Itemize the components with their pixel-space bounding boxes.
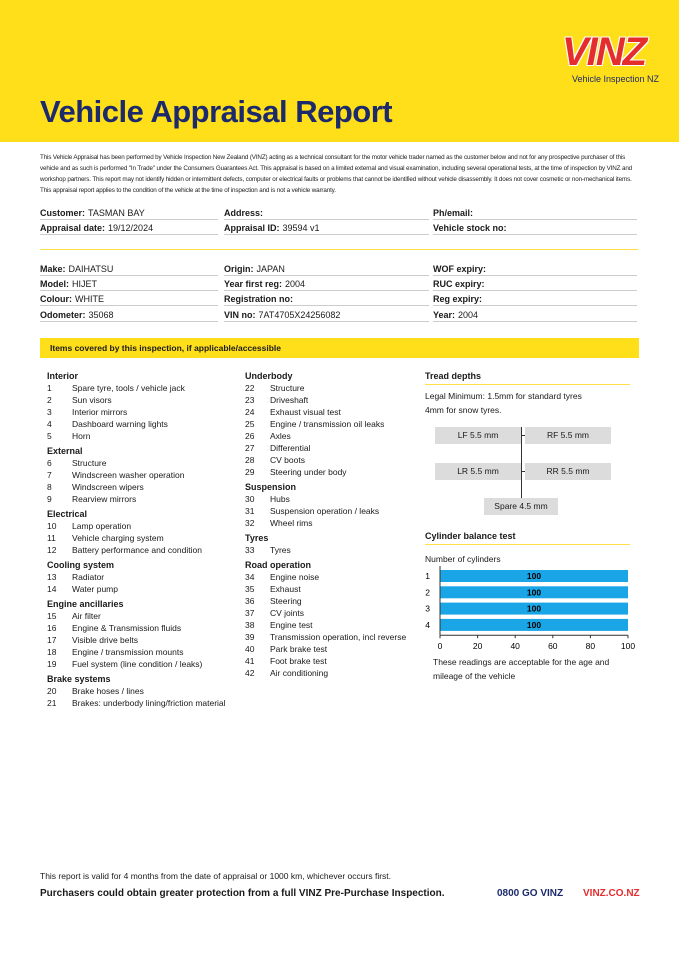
inspection-item bbox=[245, 583, 415, 595]
origin-field: Origin: JAPAN bbox=[224, 263, 429, 276]
cylinder-value-label: 100 bbox=[526, 587, 542, 598]
inspection-item bbox=[245, 442, 415, 454]
cylinder-balance-chart bbox=[420, 566, 640, 656]
item-label: Structure bbox=[72, 458, 107, 468]
item-number: 29 bbox=[245, 467, 255, 477]
item-label: Steering bbox=[270, 596, 302, 606]
inspection-item bbox=[47, 469, 232, 481]
item-number: 23 bbox=[245, 395, 255, 405]
category-heading: Tyres bbox=[245, 533, 269, 543]
item-number: 25 bbox=[245, 419, 255, 429]
category-heading: Cooling system bbox=[47, 560, 115, 570]
category-heading: Road operation bbox=[245, 560, 312, 570]
inspection-item bbox=[47, 634, 232, 646]
item-label: Windscreen wipers bbox=[72, 482, 144, 492]
inspection-item bbox=[47, 481, 232, 493]
item-number: 27 bbox=[245, 443, 255, 453]
chart-tick-label: 0 bbox=[437, 641, 443, 652]
category-heading: Suspension bbox=[245, 482, 297, 492]
item-number: 1 bbox=[47, 383, 52, 393]
year-first-reg-field: Year first reg: 2004 bbox=[224, 278, 429, 291]
item-label: Hubs bbox=[270, 494, 290, 504]
category-heading: Engine ancillaries bbox=[47, 599, 124, 609]
inspection-item bbox=[245, 571, 415, 583]
item-label: Driveshaft bbox=[270, 395, 309, 405]
item-number: 24 bbox=[245, 407, 255, 417]
item-label: Fuel system (line condition / leaks) bbox=[72, 659, 203, 669]
inspection-item bbox=[47, 418, 232, 430]
inspection-item bbox=[47, 520, 232, 532]
item-label: Lamp operation bbox=[72, 521, 132, 531]
item-label: Vehicle charging system bbox=[72, 533, 164, 543]
category-heading: Underbody bbox=[245, 371, 293, 381]
registration-field: Registration no: bbox=[224, 293, 429, 306]
item-number: 9 bbox=[47, 494, 52, 504]
stock-number-field: Vehicle stock no: bbox=[433, 222, 637, 235]
model-field: Model: HIJET bbox=[40, 278, 218, 291]
inspection-item bbox=[47, 622, 232, 634]
inspection-item bbox=[245, 643, 415, 655]
tread-legal-minimum: Legal Minimum: 1.5mm for standard tyres bbox=[425, 391, 582, 401]
item-label: Radiator bbox=[72, 572, 105, 582]
item-number: 34 bbox=[245, 572, 255, 582]
vin-field: VIN no: 7AT4705X24256082 bbox=[224, 309, 429, 322]
tyre-rf: RF 5.5 mm bbox=[525, 427, 611, 444]
inspection-item bbox=[245, 505, 415, 517]
customer-field: Customer: TASMAN BAY bbox=[40, 207, 218, 220]
cylinder-balance-title: Cylinder balance test bbox=[425, 531, 516, 541]
contact-phone[interactable]: 0800 GO VINZ bbox=[497, 888, 564, 899]
item-number: 21 bbox=[47, 698, 57, 708]
chart-tick-label: 40 bbox=[510, 641, 520, 652]
inspection-item bbox=[47, 493, 232, 505]
item-number: 31 bbox=[245, 506, 255, 516]
item-label: Exhaust bbox=[270, 584, 301, 594]
item-number: 16 bbox=[47, 623, 57, 633]
item-number: 8 bbox=[47, 482, 52, 492]
inspection-item bbox=[245, 631, 415, 643]
inspection-item bbox=[47, 394, 232, 406]
inspection-item bbox=[245, 406, 415, 418]
cylinder-value-label: 100 bbox=[526, 571, 542, 581]
item-number: 35 bbox=[245, 584, 255, 594]
item-number: 3 bbox=[47, 407, 52, 417]
item-label: Rearview mirrors bbox=[72, 494, 137, 504]
item-label: Transmission operation, incl reverse bbox=[270, 632, 407, 642]
item-number: 14 bbox=[47, 584, 57, 594]
tread-title-underline bbox=[425, 384, 630, 385]
inspection-item bbox=[47, 697, 232, 709]
validity-note: This report is valid for 4 months from the date of appraisal or 1000 km, whichever occurs first. bbox=[40, 871, 392, 881]
page-title: Vehicle Appraisal Report bbox=[40, 94, 393, 129]
item-label: Engine & Transmission fluids bbox=[72, 623, 182, 633]
appraisal-date-field: Appraisal date: 19/12/2024 bbox=[40, 222, 218, 235]
category-heading: Brake systems bbox=[47, 674, 111, 684]
inspection-item bbox=[47, 646, 232, 658]
item-label: Differential bbox=[270, 443, 311, 453]
inspection-item bbox=[245, 544, 415, 556]
item-label: Windscreen washer operation bbox=[72, 470, 185, 480]
make-field: Make: DAIHATSU bbox=[40, 263, 218, 276]
item-label: Steering under body bbox=[270, 467, 347, 477]
inspection-item bbox=[245, 454, 415, 466]
item-label: Dashboard warning lights bbox=[72, 419, 168, 429]
inspection-item bbox=[245, 430, 415, 442]
item-label: Visible drive belts bbox=[72, 635, 138, 645]
inspection-item bbox=[245, 619, 415, 631]
item-label: Exhaust visual test bbox=[270, 407, 341, 417]
item-number: 32 bbox=[245, 518, 255, 528]
item-number: 12 bbox=[47, 545, 57, 555]
inspection-item bbox=[245, 493, 415, 505]
item-number: 20 bbox=[47, 686, 57, 696]
tyre-diagram-axle-vertical bbox=[521, 427, 522, 498]
logo-text: VINZ bbox=[562, 30, 646, 74]
odometer-field: Odometer: 35068 bbox=[40, 309, 218, 322]
item-number: 15 bbox=[47, 611, 57, 621]
tyre-rr: RR 5.5 mm bbox=[525, 463, 611, 480]
item-label: CV joints bbox=[270, 608, 305, 618]
item-number: 40 bbox=[245, 644, 255, 654]
wof-expiry-field: WOF expiry: bbox=[433, 263, 637, 276]
inspection-item bbox=[245, 595, 415, 607]
item-number: 10 bbox=[47, 521, 57, 531]
item-number: 11 bbox=[47, 533, 56, 543]
tyre-spare: Spare 4.5 mm bbox=[484, 498, 558, 515]
tyre-lr: LR 5.5 mm bbox=[435, 463, 521, 480]
item-label: Brake hoses / lines bbox=[72, 686, 144, 696]
ruc-expiry-field: RUC expiry: bbox=[433, 278, 637, 291]
chart-tick-label: 60 bbox=[548, 641, 558, 652]
item-number: 37 bbox=[245, 608, 255, 618]
tread-snow-minimum: 4mm for snow tyres. bbox=[425, 405, 502, 415]
item-number: 39 bbox=[245, 632, 255, 642]
vinz-logo bbox=[562, 30, 658, 90]
chart-tick-label: 80 bbox=[585, 641, 596, 652]
item-label: Axles bbox=[270, 431, 291, 441]
chart-tick-label: 100 bbox=[620, 641, 636, 652]
cylinder-value-label: 100 bbox=[526, 603, 542, 614]
inspection-item bbox=[245, 667, 415, 679]
inspection-item bbox=[47, 544, 232, 556]
reg-expiry-field: Reg expiry: bbox=[433, 293, 637, 306]
item-label: Horn bbox=[72, 431, 91, 441]
protection-note: Purchasers could obtain greater protection from a full VINZ Pre-Purchase Inspection. bbox=[40, 888, 445, 899]
cylinder-note: These readings are acceptable for the age and mileage of the vehicle bbox=[433, 657, 610, 681]
item-label: Battery performance and condition bbox=[72, 545, 202, 555]
item-number: 38 bbox=[245, 620, 255, 630]
items-heading-bar: Items covered by this inspection, if applicable/accessible bbox=[40, 338, 639, 358]
item-number: 36 bbox=[245, 596, 255, 606]
item-label: Park brake test bbox=[270, 644, 328, 654]
item-number: 6 bbox=[47, 458, 52, 468]
item-number: 5 bbox=[47, 431, 52, 441]
item-label: Interior mirrors bbox=[72, 407, 128, 417]
item-label: Suspension operation / leaks bbox=[270, 506, 380, 516]
inspection-item bbox=[47, 571, 232, 583]
cylinder-label: 2 bbox=[425, 587, 430, 598]
cylinder-title-underline bbox=[425, 544, 630, 545]
item-label: Tyres bbox=[270, 545, 291, 555]
item-number: 17 bbox=[47, 635, 57, 645]
inspection-item bbox=[47, 430, 232, 442]
tyre-lf: LF 5.5 mm bbox=[435, 427, 521, 444]
tread-depths-title: Tread depths bbox=[425, 371, 482, 381]
disclaimer-text: This Vehicle Appraisal has been performed by Vehicle Inspection New Zealand (VINZ) acting as a technical consultant for the motor vehicle trader named as the customer below and not for any prospective purchaser of this vehicle and as such is performed "In Trade" under the Consumers Guarantees Act. This appraisal is based on a limited external and visual examination, including several operational tests, at the time of inspection by VINZ and workshop partners. This report may not identify hidden or intermittent defects, computer or electrical faults or problems that cannot be identified without vehicle disassembly. It does not cover cosmetic or non-mechanical items. This appraisal report applies to the condition of the vehicle at the time of inspection and is not a vehicle warranty. bbox=[40, 154, 633, 194]
item-label: CV boots bbox=[270, 455, 305, 465]
item-label: Engine / transmission oil leaks bbox=[270, 419, 385, 429]
item-number: 18 bbox=[47, 647, 57, 657]
item-label: Engine / transmission mounts bbox=[72, 647, 184, 657]
item-label: Spare tyre, tools / vehicle jack bbox=[72, 383, 185, 393]
inspection-item bbox=[245, 418, 415, 430]
chart-tick-label: 20 bbox=[472, 641, 483, 652]
inspection-item bbox=[47, 583, 232, 595]
inspection-item bbox=[245, 466, 415, 478]
inspection-item bbox=[245, 607, 415, 619]
cylinder-label: 3 bbox=[425, 603, 430, 614]
item-label: Water pump bbox=[72, 584, 118, 594]
category-heading: External bbox=[47, 446, 83, 456]
item-label: Sun visors bbox=[72, 395, 112, 405]
item-label: Air filter bbox=[72, 611, 101, 621]
cylinder-label: 4 bbox=[425, 619, 430, 630]
inspection-items-column-2 bbox=[245, 370, 415, 679]
inspection-item bbox=[47, 382, 232, 394]
cylinder-label: 1 bbox=[425, 571, 430, 581]
item-number: 26 bbox=[245, 431, 255, 441]
section-divider bbox=[40, 249, 638, 250]
inspection-item bbox=[47, 532, 232, 544]
item-number: 22 bbox=[245, 383, 255, 393]
address-field: Address: bbox=[224, 207, 429, 220]
inspection-item bbox=[245, 655, 415, 667]
inspection-item bbox=[47, 457, 232, 469]
inspection-item bbox=[245, 382, 415, 394]
logo-subtitle: Vehicle Inspection NZ bbox=[572, 74, 660, 84]
inspection-item bbox=[245, 394, 415, 406]
inspection-item bbox=[245, 517, 415, 529]
inspection-item bbox=[47, 406, 232, 418]
year-field: Year: 2004 bbox=[433, 309, 637, 322]
inspection-item bbox=[47, 610, 232, 622]
item-label: Wheel rims bbox=[270, 518, 313, 528]
item-number: 7 bbox=[47, 470, 52, 480]
item-number: 4 bbox=[47, 419, 52, 429]
phone-email-field: Ph/email: bbox=[433, 207, 637, 220]
inspection-items-column-1 bbox=[47, 370, 232, 709]
inspection-item bbox=[47, 685, 232, 697]
category-heading: Electrical bbox=[47, 509, 88, 519]
item-number: 2 bbox=[47, 395, 52, 405]
appraisal-id-field: Appraisal ID: 39594 v1 bbox=[224, 222, 429, 235]
cylinder-value-label: 100 bbox=[526, 619, 542, 630]
item-number: 13 bbox=[47, 572, 57, 582]
item-number: 42 bbox=[245, 668, 255, 678]
item-label: Foot brake test bbox=[270, 656, 327, 666]
item-label: Air conditioning bbox=[270, 668, 329, 678]
colour-field: Colour: WHITE bbox=[40, 293, 218, 306]
category-heading: Interior bbox=[47, 371, 79, 381]
item-number: 19 bbox=[47, 659, 57, 669]
item-number: 41 bbox=[245, 656, 255, 666]
item-label: Engine test bbox=[270, 620, 313, 630]
website-link[interactable]: VINZ.CO.NZ bbox=[583, 888, 640, 899]
item-label: Structure bbox=[270, 383, 305, 393]
item-number: 30 bbox=[245, 494, 255, 504]
cylinder-axis-label: Number of cylinders bbox=[425, 554, 501, 564]
item-number: 28 bbox=[245, 455, 255, 465]
inspection-item bbox=[47, 658, 232, 670]
item-label: Engine noise bbox=[270, 572, 320, 582]
item-label: Brakes: underbody lining/friction material bbox=[72, 698, 226, 708]
item-number: 33 bbox=[245, 545, 255, 555]
header-banner bbox=[0, 0, 679, 142]
